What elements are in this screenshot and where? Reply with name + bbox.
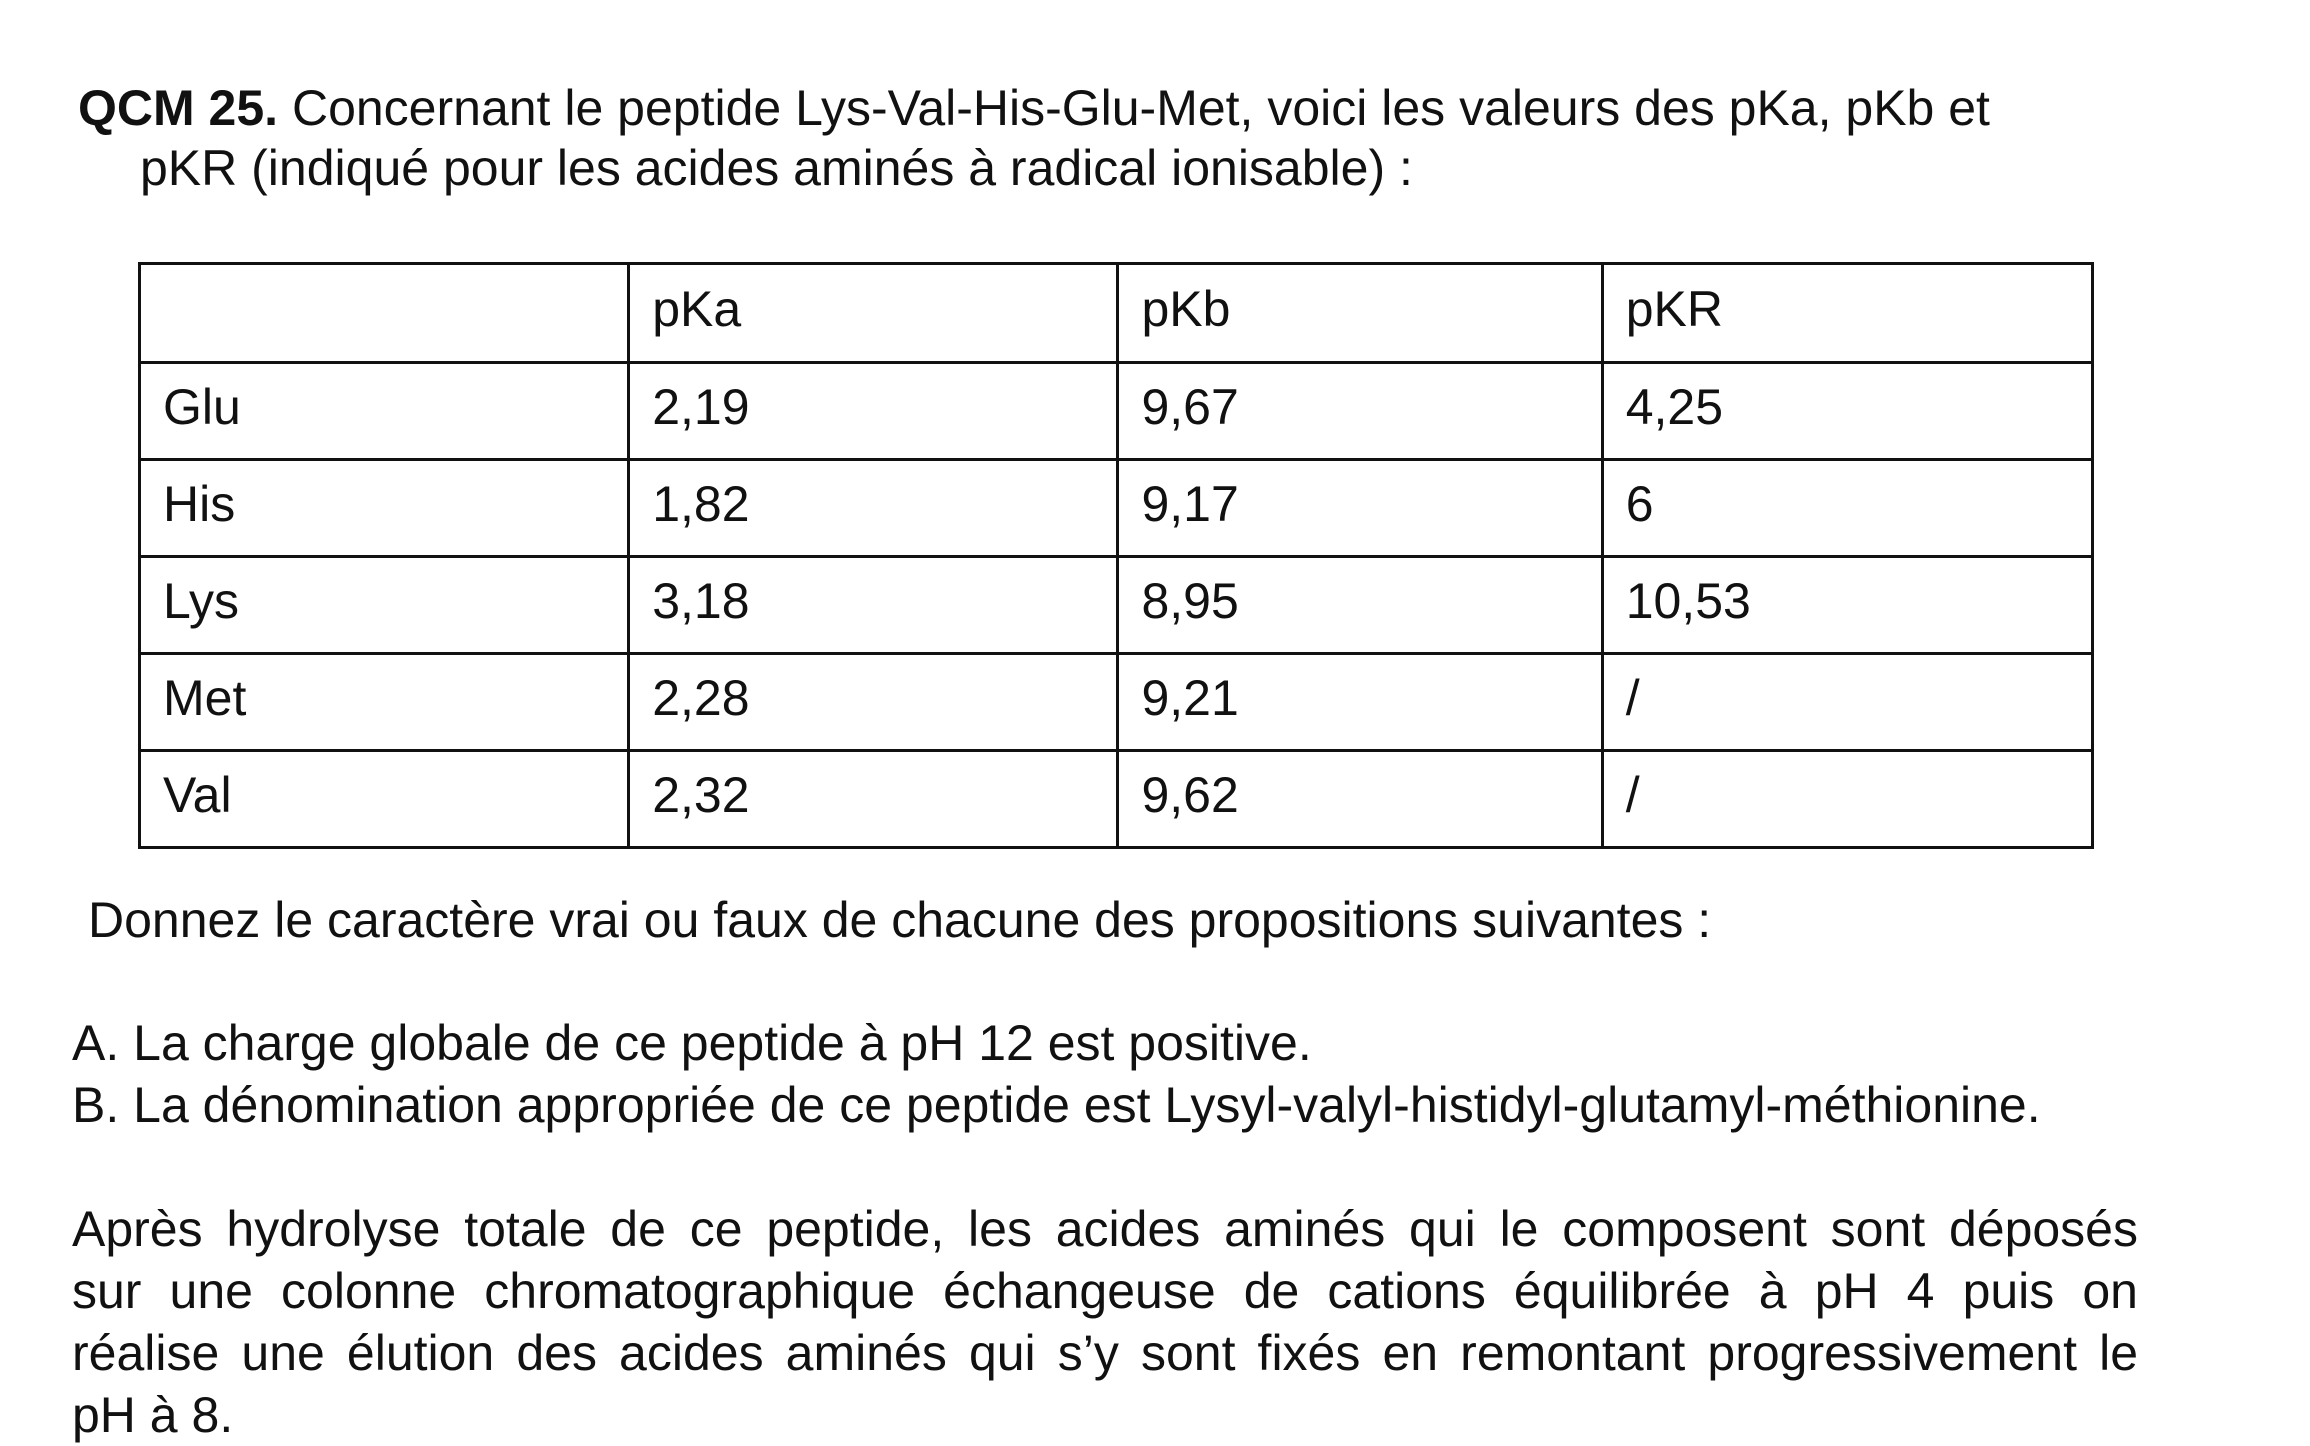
table-header-cell-pka: pKa: [629, 264, 1118, 363]
table-cell-amino-acid: Lys: [140, 557, 629, 654]
table-header-cell-empty: [140, 264, 629, 363]
table-cell-pka: 1,82: [629, 460, 1118, 557]
propositions-list: [72, 1012, 2041, 1136]
paragraph-line: réalise une élution des acides aminés qui s’y sont fixés en remontant progressivement le: [72, 1325, 2138, 1381]
table-header-cell-pkr: pKR: [1602, 264, 2092, 363]
question-intro-line-1: Concernant le peptide Lys-Val-His-Glu-Met, voici les valeurs des pKa, pKb et: [278, 80, 1990, 136]
question-intro-line-2: pKR (indiqué pour les acides aminés à radical ionisable) :: [140, 140, 1413, 196]
table-cell-amino-acid: Glu: [140, 363, 629, 460]
table-cell-pkr: 10,53: [1602, 557, 2092, 654]
table-row: [140, 460, 2093, 557]
table-row: [140, 751, 2093, 848]
table-cell-pka: 2,19: [629, 363, 1118, 460]
table-row: [140, 557, 2093, 654]
paragraph-line: Après hydrolyse totale de ce peptide, les acides aminés qui le composent sont déposés: [72, 1201, 2138, 1257]
table-cell-pka: 3,18: [629, 557, 1118, 654]
table-row: [140, 654, 2093, 751]
table-header-cell-pkb: pKb: [1118, 264, 1602, 363]
proposition-a: A. La charge globale de ce peptide à pH 12 est positive.: [72, 1015, 1312, 1071]
table-row: [140, 363, 2093, 460]
table-cell-pkr: 4,25: [1602, 363, 2092, 460]
table-cell-pkr: /: [1602, 654, 2092, 751]
question-label: QCM 25.: [78, 80, 279, 136]
table-cell-pkb: 9,67: [1118, 363, 1602, 460]
paragraph-line: sur une colonne chromatographique échangeuse de cations équilibrée à pH 4 puis on: [72, 1263, 2138, 1319]
table-cell-pka: 2,28: [629, 654, 1118, 751]
table-cell-pka: 2,32: [629, 751, 1118, 848]
table-cell-amino-acid: Met: [140, 654, 629, 751]
table-cell-pkb: 9,62: [1118, 751, 1602, 848]
table-cell-pkr: /: [1602, 751, 2092, 848]
table-cell-pkb: 9,17: [1118, 460, 1602, 557]
question-statement: [78, 78, 2158, 198]
table-cell-pkr: 6: [1602, 460, 2092, 557]
table-cell-amino-acid: His: [140, 460, 629, 557]
context-paragraph: [72, 1198, 2138, 1446]
table-header-row: [140, 264, 2093, 363]
proposition-b: B. La dénomination appropriée de ce peptide est Lysyl-valyl-histidyl-glutamyl-méthionine.: [72, 1077, 2041, 1133]
instruction-text: Donnez le caractère vrai ou faux de chacune des propositions suivantes :: [88, 892, 1712, 948]
paragraph-line: pH à 8.: [72, 1387, 234, 1443]
table-cell-pkb: 9,21: [1118, 654, 1602, 751]
pk-values-table: [138, 262, 2094, 849]
question-line-1: [78, 78, 2158, 138]
table-cell-amino-acid: Val: [140, 751, 629, 848]
table-cell-pkb: 8,95: [1118, 557, 1602, 654]
